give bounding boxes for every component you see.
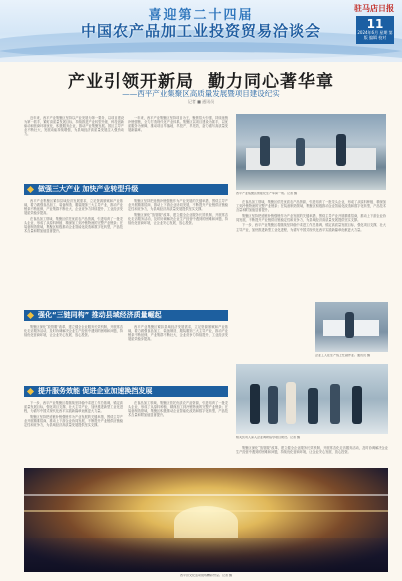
body-col: 集聚区深化“放管服”改革，建立健全企业服务长效机制，开展常态化走访服务活动，及时协调解决企业生产经营中遇到的困难和问题，持续优化营商环境，让企业安心发展、放心投资。 <box>236 446 388 455</box>
banner-line2: 中国农产品加工业投资贸易洽谈会 <box>80 22 321 40</box>
headline-part2: 勤力同心著华章 <box>208 72 334 92</box>
audience-area <box>24 538 388 572</box>
lead-text-col1: 近年来，西平产业集聚区坚持以产业发展为第一要务，以项目建设为第一抓手，紧盯高质量发展目标，持续推进产业转型升级、科技创新驱动和营商环境优化，积极服务企业，推动产业集聚发展。园区主导产业不断壮大，发展动能持续增强，为县域经济高质量发展注入强劲动力。 <box>24 116 124 137</box>
photo-person <box>336 134 346 166</box>
body-col: 集聚区深化“放管服”改革，建立健全企业服务长效机制，开展常态化走访服务活动，及时协调解决企业生产经营中遇到的困难和问题，持续优化营商环境，让企业安心发展、放心投资。 <box>24 325 123 338</box>
body-col: 西平产业集聚区紧扣县域经济发展需求，立足资源禀赋和产业基础，着力做强食品加工、装备制造、服装服饰三大主导产业，推动产业链条不断延伸，产业集群不断壮大，企业竞争力持续提升，工业经济发展质效稳步提高。 <box>128 325 228 342</box>
banner-line1: 喜迎第二十四届 <box>148 8 254 23</box>
section-header-2: 强化“三链同构” 推动县域经济质量崛起 <box>24 310 228 321</box>
headline-part1: 产业引领开新局 <box>68 72 194 92</box>
stage-light <box>24 494 388 496</box>
page-banner <box>0 0 402 62</box>
inspection-photo <box>236 364 388 434</box>
section-header-1: 做强三大产业 加快产业转型升级 <box>24 184 228 195</box>
photo-person <box>260 136 270 166</box>
photo-person <box>308 388 318 424</box>
photo-person <box>250 384 260 424</box>
photo-person <box>330 384 340 424</box>
photo-person <box>345 312 354 338</box>
stage-performance-photo <box>24 468 388 572</box>
photo-person <box>352 386 362 424</box>
body-col: 集聚区坚持把延链补链强链作为产业发展的关键举措，围绕主导产业开展精准招商，推动上下游企业协同发展，不断提升产业链供应链稳定性和竞争力，为县域经济高质量发展提供坚实支撑。 集聚区深化“放管服”改革，建立健全企业服务长效机制，开展常态化走访服务活动，及时协调解决企业生产经营中遇到的困难和问题，持续优化营商环境，让企业安心发展、放心投资。 <box>128 199 228 225</box>
factory-photo <box>236 114 386 190</box>
photo-person <box>268 386 278 424</box>
body-col: 西平产业集聚区紧扣县域经济发展需求，立足资源禀赋和产业基础，着力做强食品加工、装备制造、服装服饰三大主导产业，推动产业链条不断延伸，产业集群不断壮大，企业竞争力持续提升，工业经济发展质效稳步提高。 在食品加工领域，集聚区依托优质农产品资源，引进培育了一批龙头企业，形成了从原料种植、精深加工到冷链物流的完整产业链条；在装备制造领域，集聚区积极推动企业智能化改造和数字化转型，产品技术含量和附加值显著提升。 <box>24 199 123 234</box>
body-col: 下一步，西平产业集聚区将继续坚持稳中求进工作总基调，锚定高质量发展目标，强化项目支撑，壮大主导产业，加快推进新型工业化进程，为谱写中国式现代化西平实践新篇章贡献更大力量。 集聚区坚持把延链补链强链作为产业发展的关键举措，围绕主导产业开展精准招商，推动上下游企业协同发展，不断提升产业链供应链稳定性和竞争力，为县域经济高质量发展提供坚实支撑。 <box>24 401 123 427</box>
body-col: 在食品加工领域，集聚区依托优质农产品资源，引进培育了一批龙头企业，形成了从原料种植、精深加工到冷链物流的完整产业链条；在装备制造领域，集聚区积极推动企业智能化改造和数字化转型，产品技术含量和附加值显著提升。 集聚区坚持把延链补链强链作为产业发展的关键举措，围绕主导产业开展精准招商，推动上下游企业协同发展，不断提升产业链供应链稳定性和竞争力，为县域经济高质量发展提供坚实支撑。 下一步，西平产业集聚区将继续坚持稳中求进工作总基调，锚定高质量发展目标，强化项目支撑，壮大主导产业，加快推进新型工业化进程，为谱写中国式现代化西平实践新篇章贡献更大力量。 <box>236 200 386 232</box>
stage-performers <box>174 506 238 538</box>
photo-person <box>296 138 305 166</box>
worker-photo <box>315 302 388 352</box>
page-number-box <box>356 16 394 44</box>
page-number: 11 <box>366 17 384 31</box>
lead-text-col2: 一年来，西平产业集聚区坚持项目为王，聚焦招大引强，持续延链补链强链，全力打造现代化产业体系。集聚区以项目建设为抓手，以优质服务为保障，推动项目早落地、早投产、早见效，奋力谱写高质量发展新篇章。 <box>128 116 228 133</box>
article-subheadline: ——西平产业集聚区高质量发展暨项目建设纪实 <box>122 89 280 98</box>
banner-wave <box>0 52 402 62</box>
caption-stage: 西平县文化活动现场精彩纷呈。记者 摄 <box>180 574 232 577</box>
section-header-3: 提升服务效能 促进企业加速换挡发展 <box>24 386 228 397</box>
caption-factory: 西平产业集聚区智能化生产车间一角。记者 摄 <box>236 192 297 195</box>
edition-meta: 2024年6月 星期 第 版 编辑 校对 <box>357 30 393 40</box>
caption-worker: 企业工人在生产线上忙碌作业。通讯员 摄 <box>315 354 370 357</box>
caption-inspection: 相关负责人深入企业调研指导项目建设。记者 摄 <box>236 436 300 439</box>
body-col: 在食品加工领域，集聚区依托优质农产品资源，引进培育了一批龙头企业，形成了从原料种植、精深加工到冷链物流的完整产业链条；在装备制造领域，集聚区积极推动企业智能化改造和数字化转型，产品技术含量和附加值显著提升。 <box>128 401 228 418</box>
article-byline: 记者 ■ 通讯员 <box>187 99 215 104</box>
photo-person <box>286 382 296 424</box>
masthead-logo: 驻马店日报 <box>354 4 394 13</box>
